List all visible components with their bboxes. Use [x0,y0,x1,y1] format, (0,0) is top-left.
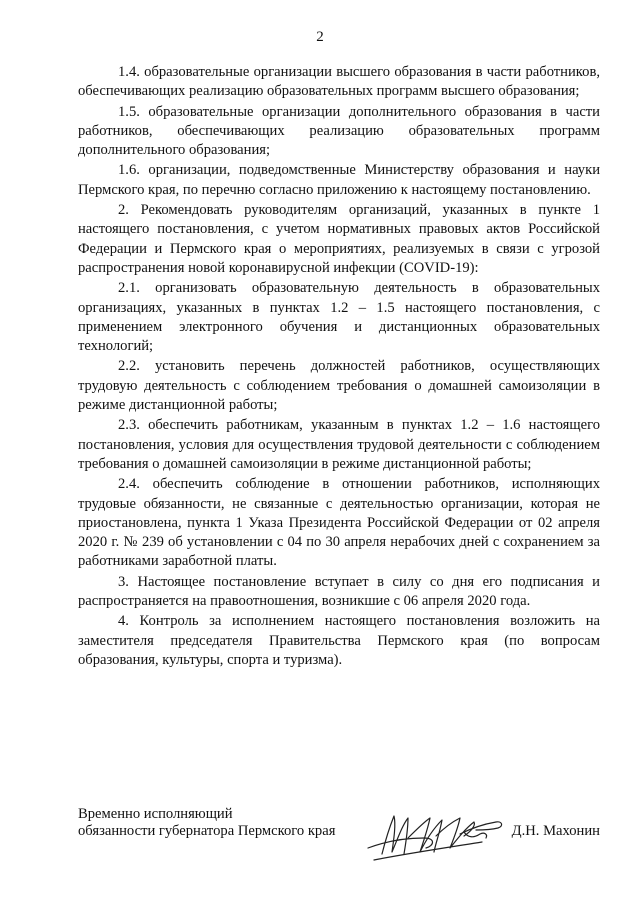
paragraph-2-4: 2.4. обеспечить соблюдение в отношении работников, исполняющих трудовые обязанности, не связанные с деятельностью организации, которая не приостановлена, пункта 1 Указа Президента Российской Федерации от 02 апреля 2020 г. № 239 об установлении с 04 по 30 апреля нерабочих дней с сохранением за работниками заработной платы. [78,476,600,570]
document-body [78,63,600,671]
signer-title-line-2: обязанности губернатора Пермского края [78,823,336,839]
paragraph-2: 2. Рекомендовать руководителям организаций, указанных в пункте 1 настоящего постановления, с учетом нормативных правовых актов Российской Федерации и Пермского края о мероприятиях, реализуемых в связи с угрозой распространения новой коронавирусной инфекции (COVID-19): [78,202,600,276]
signer-title [78,806,378,840]
paragraph-2-2: 2.2. установить перечень должностей работников, осуществляющих трудовую деятельность с соблюдением требования о домашней самоизоляции в режиме дистанционной работы; [78,358,600,414]
signature-block [78,806,600,876]
page-number: 2 [316,29,324,45]
paragraph-2-1: 2.1. организовать образовательную деятельность в образовательных организациях, указанных в пунктах 1.2 – 1.5 настоящего постановления, с применением электронного обучения и дистанционных образовательных технологий; [78,280,600,355]
paragraph-2-3: 2.3. обеспечить работникам, указанным в пунктах 1.2 – 1.6 настоящего постановления, условия для осуществления трудовой деятельности с соблюдением требования о домашней самоизоляции в режиме дистанционной работы; [78,417,600,472]
signer-name: Д.Н. Махонин [511,823,600,839]
handwritten-signature-icon [364,808,514,866]
paragraph-1-6: 1.6. организации, подведомственные Министерству образования и науки Пермского края, по перечню согласно приложению к настоящему постановлению. [78,162,600,198]
paragraph-1-4: 1.4. образовательные организации высшего образования в части работников, обеспечивающих реализацию образовательных программ высшего образования; [78,64,600,100]
paragraph-1-5: 1.5. образовательные организации дополнительного образования в части работников, обеспечивающих реализацию образовательных программ дополнительного образования; [78,103,600,159]
signer-title-line-1: Временно исполняющий [78,806,233,822]
paragraph-4: 4. Контроль за исполнением настоящего постановления возложить на заместителя председателя Правительства Пермского края (по вопросам образования, культуры, спорта и туризма). [78,613,600,668]
paragraph-3: 3. Настоящее постановление вступает в силу со дня его подписания и распространяется на правоотношения, возникшие с 06 апреля 2020 года. [78,573,600,610]
